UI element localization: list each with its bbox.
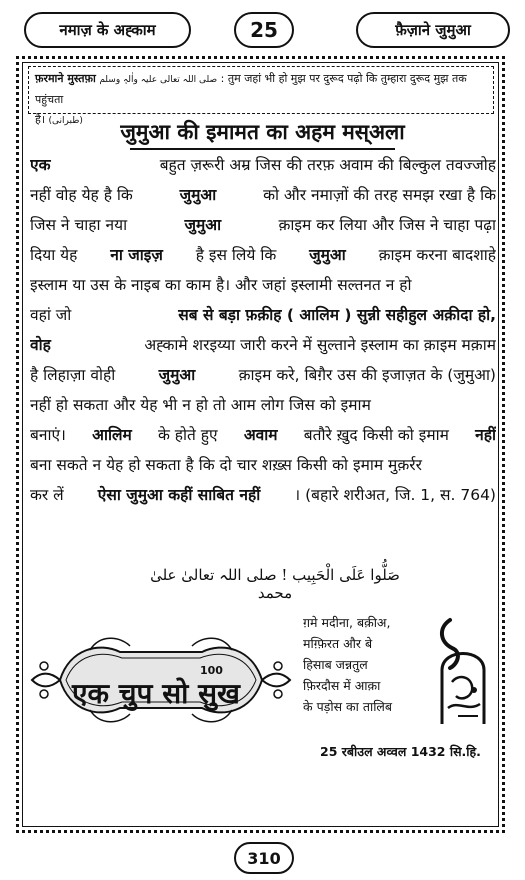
author-note-line: के पड़ोस का तालिब <box>303 699 393 714</box>
notice-text-line2: है। <box>35 113 46 126</box>
closing-salutation: صَلُّوا عَلَی الْحَبِیب ! صلی اللہ تعالیٰ علیٰ محمد <box>150 566 400 602</box>
article-text: दिया येह <box>30 246 78 264</box>
article-line <box>30 360 496 390</box>
article-text: । (बहारे शरीअत, जि. 1, स. 764) <box>294 486 496 504</box>
author-note-line: हिसाब जन्नतुल <box>303 657 368 672</box>
signature-seal <box>428 612 498 728</box>
article-emphasis: अवाम <box>243 426 278 444</box>
article-heading-text: जुमुआ की इमामत का अहम मस्अला <box>120 120 405 144</box>
author-note-line: ग़मे मदीना, बक़ीअ, <box>303 615 391 630</box>
notice-strip <box>28 66 494 126</box>
article-text: नहीं वोह येह है कि <box>30 186 133 204</box>
notice-label: फ़रमाने मुस्तफ़ा <box>35 72 96 85</box>
article-text: क़ाइम कर लिया और जिस ने चाहा पढ़ा <box>278 216 496 234</box>
article-line <box>30 480 496 510</box>
article-text: वहां जो <box>30 306 72 324</box>
article-line <box>30 450 496 480</box>
header-left-title: नमाज़ के अह्काम <box>24 12 191 48</box>
notice-text: : तुम जहां भी हो मुझ पर दुरूद पढ़ो कि तुम्हारा दुरूद मुझ तक पहुंचता <box>35 72 467 106</box>
article-line <box>30 180 496 210</box>
article-emphasis: जुमुआ <box>184 216 222 234</box>
article-line <box>30 300 496 330</box>
article-text: बना सकते न येह हो सकता है कि दो चार शख़्स किसी को इमाम मुक़र्रर <box>30 456 422 474</box>
article-emphasis: आलिम <box>92 426 132 444</box>
article-emphasis: एक <box>30 156 51 174</box>
article-text: बतौरे ख़ुद किसी को इमाम <box>303 426 449 444</box>
author-note-line: मग़्फ़िरत और बे <box>303 636 373 651</box>
article-line <box>30 240 496 270</box>
article-line <box>30 390 496 420</box>
article-text: इस्लाम या उस के नाइब का काम है। और जहां इस्लामी सल्तनत न हो <box>30 276 412 294</box>
article-text: है लिहाज़ा वोही <box>30 366 116 384</box>
article-body <box>30 150 496 510</box>
footer-page-number: 310 <box>234 842 294 874</box>
article-line <box>30 150 496 180</box>
article-emphasis: वोह <box>30 336 51 354</box>
notice-source: (طبرانی) <box>48 116 83 126</box>
article-emphasis: सब से बड़ा फ़क़ीह ( आलिम ) सुन्नी सहीहुल अक़ीदा हो, <box>178 306 496 324</box>
article-line <box>30 270 496 300</box>
author-note-line: फ़िरदौस में आक़ा <box>303 678 381 693</box>
article-line <box>30 330 496 360</box>
article-line <box>30 420 496 450</box>
article-emphasis: जुमुआ <box>179 186 217 204</box>
article-emphasis: नहीं <box>475 426 496 444</box>
banner-superscript: 100 <box>200 664 223 677</box>
article-emphasis: ना जाइज़ <box>110 246 163 264</box>
header-page-number: 25 <box>234 12 294 48</box>
banner-text: एक चुप सो सुख <box>72 677 240 710</box>
notice-salutation: صلی اللہ تعالی علیہ واٰلہٖ وسلم <box>99 75 218 85</box>
author-note <box>303 612 428 717</box>
article-text: अह्कामे शरइय्या जारी करने में सुल्ताने इस्लाम का क़ाइम मक़ाम <box>144 336 496 354</box>
article-text: को और नमाज़ों की तरह समझ रखा है कि <box>263 186 496 204</box>
article-line <box>30 210 496 240</box>
article-text: क़ाइम करे, बिग़ैर उस की इजाज़त के (जुमुआ) <box>238 366 496 384</box>
article-text: बहुत ज़रूरी अम्र जिस की तरफ़ अवाम की बिल्कुल तवज्जोह <box>159 156 496 174</box>
article-heading <box>30 118 495 146</box>
article-emphasis: ऐसा जुमुआ कहीं साबित नहीं <box>97 486 261 504</box>
article-text: जिस ने चाहा नया <box>30 216 128 234</box>
author-date: 25 रबीउल अव्वल 1432 सि.हि. <box>320 744 481 759</box>
article-text: के होते हुए <box>157 426 218 444</box>
article-text: बनाएं। <box>30 426 66 444</box>
article-text: नहीं हो सकता और येह भी न हो तो आम लोग जिस को इमाम <box>30 396 371 414</box>
article-emphasis: जुमुआ <box>158 366 196 384</box>
article-text: कर लें <box>30 486 64 504</box>
article-text: क़ाइम करना बादशाहे <box>378 246 496 264</box>
header-right-title: फ़ैज़ाने जुमुआ <box>356 12 510 48</box>
article-text: है इस लिये कि <box>195 246 277 264</box>
article-emphasis: जुमुआ <box>309 246 346 264</box>
